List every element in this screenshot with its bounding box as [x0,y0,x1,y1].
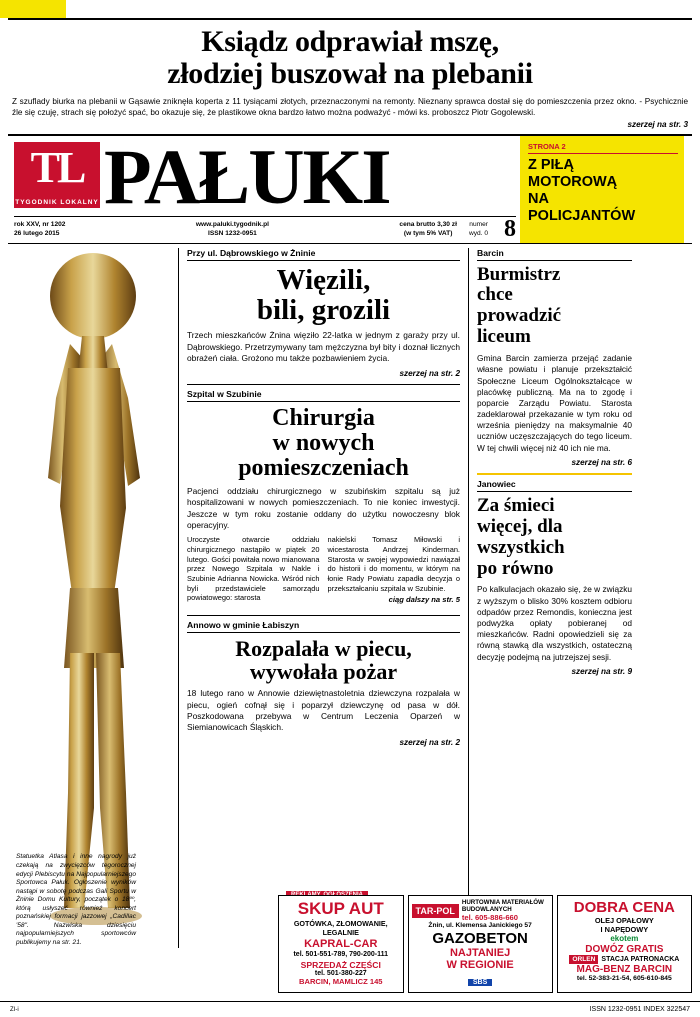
article-3-kicker: Annowo w gminie Łabiszyn [187,620,460,633]
middle-column [178,248,468,948]
sidebar-article-1-headline-line-4: liceum [477,326,531,348]
divider-yellow [477,473,632,475]
masthead-meta-issue [14,221,77,239]
ad3-brand-1: ekotem [610,934,639,943]
article-2-headline-line-2: w nowych [272,429,375,456]
lead-reference: szerzej na str. 3 [627,119,688,129]
article-2-continuation [187,535,460,610]
ad2-claim-1: NAJTANIEJ [449,947,511,959]
promo-page-label: STRONA 2 [528,142,678,154]
sidebar-article-1-headline-line-3: prowadzić [477,305,562,327]
sidebar-article-2-headline[interactable] [477,496,632,580]
ad2-product: GAZOBETON [432,930,528,947]
masthead-issue-number: 8 [504,215,516,242]
masthead-date: 26 lutego 2015 [14,229,60,237]
article-1-headline-line-2: bili, grozili [256,294,391,327]
sidebar-article-1-headline-line-2: chce [477,284,513,306]
masthead [8,134,692,244]
ad1-title: SKUP AUT [297,899,384,918]
lead-body-text: Z szuflady biurka na plebanii w Gąsawie zniknęła koperta z 11 tysiącami złotych, przeznaczonymi na remonty. Nieznany sprawca dostał się do pomieszczenia przez okno. - Psychicznie źle się czuję, strach się położyć spać, bo okazuje się, że plastikowe okna bardzo łatwo można podważyć - mówi ks. proboszcz Piotr Gogolewski. [12,96,688,117]
ad1-address: BARCIN, MAMLICZ 145 [298,977,383,986]
divider-2 [187,615,460,616]
top-bar [8,0,692,16]
ad3-orlen-logo: ORLEN [569,955,598,964]
footer-bar [0,1001,700,1017]
masthead-meta-web [77,221,399,239]
footer-left-code: ZI-i [10,1006,19,1013]
ad2-claim-2: W REGIONIE [446,959,514,971]
article-2-kicker: Szpital w Szubinie [187,389,460,402]
ad3-sub-2: I NAPĘDOWY [600,925,649,934]
article-1-headline[interactable] [187,265,460,326]
article-3-body: 18 lutego rano w Annowie dziewiętnastoletnia dziewczyna rozpalała w piecu, ogień cofnął się i poparzył dziewczynę od pasa w dół. Poszkodowana przebywa w Centrum Leczenia Oparzeń w Siemianowicach Śląskich. [187,688,460,733]
sidebar-article-2-headline-line-1: Za śmieci [477,494,555,516]
ad3-sub-1: OLEJ OPAŁOWY [594,916,654,925]
masthead-meta-price [399,221,469,239]
ad1-line-2: LEGALNIE [322,928,359,937]
divider-1 [187,384,460,385]
article-1-body: Trzech mieszkańców Żnina więziło 22-latka w jednym z garaży przy ul. Dąbrowskiego. Przetrzymywany tam mężczyzna był bity i doznał licznych obrażeń ciała. Grożono mu także pozbawieniem życia. [187,330,460,364]
masthead-vat: (w tym 5% VAT) [403,229,453,237]
ad1-phones: tel. 501-551-789, 790-200-111 [293,951,389,958]
masthead-year: rok XXV, nr 1202 [14,220,66,228]
article-2-body: Pacjenci oddziału chirurgicznego w szubińskim szpitalu są już hospitalizowani w nowych pomieszczeniach. To nie koniec inwestycji. Jeszcze w tym roku zostanie oddany do użytku nowoczesny blok operacyjny. [187,486,460,531]
ad-skup-aut[interactable] [278,895,404,993]
sidebar-article-2-body: Po kalkulacjach okazało się, że w związku z wyższym o blisko 30% kosztem odbioru odpadów przez Remondis, konieczna jest podwyżka opłaty pobieranej od mieszkańców. Radni opowiedzieli się za równą stawką dla wszystkich, ostateczną decyzję podejmą na jutrzejszej sesji. [477,584,632,662]
yellow-corner-block [0,0,66,18]
artwork-column [8,248,178,948]
sidebar-article-2-headline-line-2: więcej, dla [477,515,563,537]
ad2-header-1: HURTOWNIA MATERIAŁÓW [461,899,544,906]
masthead-issn: ISSN 1232-0951 [208,229,257,237]
lead-headline-line-1: Ksiądz odprawiał mszę, [201,25,499,58]
masthead-website: www.paluki.tygodnik.pl [195,220,269,228]
sidebar-article-2-headline-line-3: wszystkich [477,536,565,558]
article-3-headline[interactable] [187,637,460,683]
article-2-col-2: nakielski Tomasz Miłowski i wicestarosta Andrzej Kinderman. Starosta w swojej wypowiedzi nawiązał do historii i do momentu, w którym na łonie Rady Powiatu zapadła decyzja o przekształcaniu szpitala w Szubinie. [327,535,460,593]
promo-text [528,157,678,225]
masthead-left [8,132,520,243]
ad1-line-1: GOTÓWKA, ZŁOMOWANIE, [293,919,388,928]
ads-row [278,895,692,993]
sidebar-article-2-headline-line-4: po równo [477,557,554,579]
ad1-brand: KAPRAL-CAR [304,938,378,950]
ad1-phone-2: tel. 501-380-227 [314,970,367,977]
promo-line-2: MOTOROWĄ [528,173,618,190]
ad3-company: MAG-BENZ BARCIN [576,964,673,975]
masthead-meta [14,215,516,242]
article-2-headline-line-3: pomieszczeniach [238,454,409,481]
ad-dobra-cena[interactable] [557,895,692,993]
lead-headline [8,20,692,95]
promo-line-3: NA [528,190,549,207]
statue-photo [8,248,178,948]
article-2-reference: ciąg dalszy na str. 5 [388,595,460,605]
lead-headline-line-2: złodziej buszował na plebanii [167,57,533,91]
ad3-free-delivery: DOWÓZ GRATIS [585,944,664,955]
article-2-headline[interactable] [187,406,460,482]
ad3-station: STACJA PATRONACKA [601,956,680,963]
ad2-logo: TAR-POL [412,904,459,918]
photo-caption: Statuetka Atlasa i inne nagrody już czekają na zwycięzców tegorocznej edycji Plebiscytu na Najpopularniejszego Sportowca Pałuk. Ogłoszenie wyników nastąpi w sobotę podczas Gali Sportu w Żninie Domu Kultury, początek o 18ºº, którą usłyszeć również koncert poznańskiej formacji jazzowej „Cadillac '58". Nazwiska dziesięciu najpopularniejszych sportowców publikujemy na str. 21. [16,853,136,947]
sidebar-article-1-headline[interactable] [477,265,632,349]
ad-tarpol[interactable] [408,895,553,993]
ad2-address: Żnin, ul. Klemensa Janickiego 57 [428,922,532,929]
atlas-statue-illustration [8,248,178,938]
footer-issn: ISSN 1232-0951 INDEX 322547 [589,1006,690,1013]
sidebar-article-1-headline-line-1: Burmistrz [477,263,561,285]
ad2-phones: tel. 605-886-660 [461,913,519,922]
promo-line-4: POLICJANTÓW [528,207,636,224]
article-1-kicker: Przy ul. Dąbrowskiego w Żninie [187,248,460,261]
article-1-reference: szerzej na str. 2 [399,368,460,378]
article-2-headline-line-1: Chirurgia [272,404,375,431]
promo-line-1: Z PIŁĄ [528,156,574,173]
article-3-headline-line-2: wywołała pożar [249,659,398,685]
masthead-price: cena brutto 3,30 zł [399,220,457,228]
ad2-brand: SBS [468,979,492,986]
article-2-col-1: Uroczyste otwarcie oddziału chirurgicznego nastąpiło w piątek 20 lutego. Gości powitała nowo mianowana przez Nowego Szpitala w Nakle i Szubinie Adrianna Nowicka. Wśród nich byli przedstawiciele samorządu powiatowego: starosta [187,535,320,603]
sidebar-article-1-kicker: Barcin [477,248,632,261]
tl-logo-subtitle: TYGODNIK LOKALNY [15,198,99,206]
sidebar-article-2-kicker: Janowiec [477,479,632,492]
ad3-title: DOBRA CENA [573,899,675,916]
ad1-line-3: SPRZEDAŻ CZĘŚCI [300,960,381,970]
masthead-wyd-label: wyd. 0 [468,229,488,237]
sidebar-article-1-body: Gmina Barcin zamierza przejąć zadanie własne powiatu i planuje przekształcić Społeczne Liceum Ogólnokształcące w placówkę publiczną. Ma na to zgodę i poparcie Zarządu Powiatu. Starosta zadeklarował przekazanie w tym roku od września pieniędzy na maksymalnie 40 uczniów uczęszczających do tego liceum. W tej chwili więcej niż 40 ich nie ma. [477,353,632,453]
article-3-reference: szerzej na str. 2 [399,737,460,747]
masthead-meta-number [469,221,500,239]
tl-logo-mark: TL [30,142,84,192]
article-1-headline-line-1: Więzili, [276,263,371,296]
article-3-headline-line-1: Rozpalała w piecu, [235,636,412,662]
masthead-promo-box[interactable] [520,136,684,243]
masthead-numer-label: numer [469,220,488,228]
masthead-title: PAŁUKI [104,132,390,220]
right-column [468,248,632,948]
sidebar-article-2-reference: szerzej na str. 9 [571,666,632,676]
tl-logo [14,142,100,208]
ad3-phone: tel. 52-383-21-54, 605-610-845 [576,975,672,982]
content-columns [8,248,692,948]
sidebar-article-1-reference: szerzej na str. 6 [571,457,632,467]
ad2-header-2: BUDOWLANYCH [461,906,512,913]
